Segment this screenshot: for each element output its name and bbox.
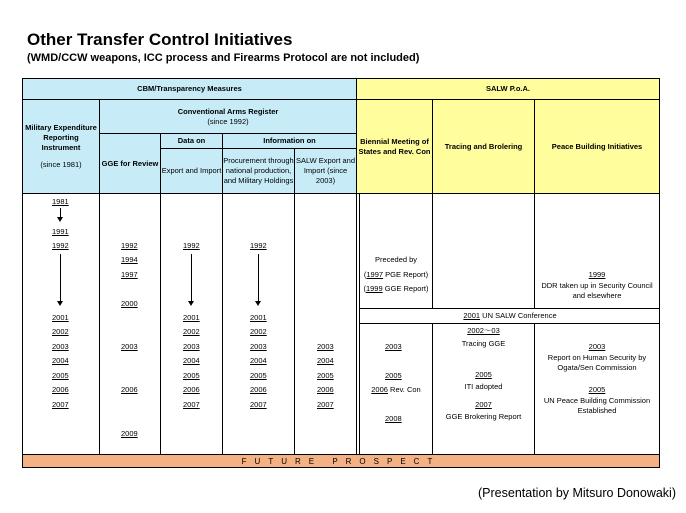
year-label: 2005	[183, 371, 200, 380]
col-divider	[534, 193, 535, 309]
year-label: 2004	[317, 356, 334, 365]
tracing-gge: Tracing GGE	[461, 339, 506, 348]
info-on-header: Information on	[222, 133, 357, 149]
conference-row	[360, 311, 660, 321]
year-label: 2008	[385, 414, 402, 423]
year-label: 2007	[183, 400, 200, 409]
open-paren: (	[363, 284, 366, 293]
year-label: 2005	[317, 371, 334, 380]
tracing-iti: ITI adopted	[464, 382, 503, 391]
year-label: 2001	[183, 313, 200, 322]
rev-con-year: 2006	[371, 385, 388, 394]
procurement-header: Procurement through national production, and Military Holdings	[222, 148, 295, 194]
year-label: 2006	[121, 385, 138, 394]
peace-commission: UN Peace Building Commission Established	[543, 396, 651, 416]
peace-2003: 2003	[588, 342, 606, 351]
year-label: 2004	[250, 356, 267, 365]
milex-title: Military Expenditure Reporting Instrument	[25, 123, 97, 152]
peace-ddr: DDR taken up in Security Council and elsewhere	[541, 281, 653, 301]
year-label: 2004	[183, 356, 200, 365]
year-label: 2006	[183, 385, 200, 394]
peace-1999: 1999	[588, 270, 606, 279]
gge-header: GGE for Review	[99, 133, 161, 194]
conference-text: UN SALW Conference	[480, 311, 557, 320]
year-label: 2003	[317, 342, 334, 351]
year-label: 2009	[121, 429, 138, 438]
year-label: 1992	[52, 241, 69, 250]
salw-header: SALW P.o.A.	[356, 78, 660, 100]
salw-export-header: SALW Export and Import (since 2003)	[294, 148, 357, 194]
arrow-down-icon	[60, 254, 61, 302]
register-since: (since 1992)	[207, 116, 249, 126]
rev-con-text: Rev. Con	[387, 385, 421, 394]
year-label: 2005	[52, 371, 69, 380]
gge-year: 1999	[365, 284, 383, 293]
preceded-text: Preceded by	[374, 255, 418, 264]
year-label: 1992	[183, 241, 200, 250]
export-import-header: Export and Import	[160, 148, 223, 194]
year-label: 2006	[52, 385, 69, 394]
tracing-range: 2002～03	[467, 326, 500, 335]
year-label: 2003	[385, 342, 402, 351]
page-title: Other Transfer Control Initiatives	[27, 30, 293, 49]
gge-report	[358, 284, 434, 294]
register-title: Conventional Arms Register	[177, 106, 279, 116]
row-divider	[359, 308, 660, 309]
col-divider	[160, 193, 161, 455]
col-divider	[294, 193, 295, 455]
peace-header: Peace Building Initiatives	[534, 99, 660, 194]
register-header	[99, 99, 357, 134]
col-divider	[222, 193, 223, 455]
year-label: 2001	[250, 313, 267, 322]
gge-text: GGE Report)	[382, 284, 429, 293]
year-label: 2006	[317, 385, 334, 394]
year-label: 1994	[121, 255, 138, 264]
year-label: 2007	[52, 400, 69, 409]
arrow-down-icon	[191, 254, 192, 302]
year-label: 2002	[183, 327, 200, 336]
year-label: 2002	[250, 327, 267, 336]
col-divider	[99, 193, 100, 455]
year-label: 2006	[250, 385, 267, 394]
year-label: 1991	[52, 227, 69, 236]
open-paren: (	[363, 270, 367, 279]
pge-year: 1997	[366, 270, 384, 279]
col-divider	[359, 193, 360, 455]
arrow-down-icon	[258, 254, 259, 302]
year-label: 2007	[250, 400, 267, 409]
tracing-brokering: GGE Brokering Report	[445, 412, 522, 421]
tracing-header: Tracing and Brolering	[432, 99, 535, 194]
year-label: 1981	[52, 197, 69, 206]
year-label: 2001	[52, 313, 69, 322]
peace-2005: 2005	[588, 385, 606, 394]
biennial-header: Biennial Meeting of States and Rev. Con	[356, 99, 433, 194]
year-label: 2003	[183, 342, 200, 351]
year-label: 2003	[250, 342, 267, 351]
milex-since: (since 1981)	[40, 160, 82, 170]
year-label: 1997	[121, 270, 138, 279]
year-label: 2003	[121, 342, 138, 351]
year-label: 2002	[52, 327, 69, 336]
cbm-header: CBM/Transparency Measures	[22, 78, 357, 100]
data-on-header: Data on	[160, 133, 223, 149]
future-prospect-bar: FUTURE PROSPECT	[22, 454, 660, 468]
milex-header	[22, 99, 100, 194]
year-label: 2004	[52, 356, 69, 365]
year-label: 1992	[121, 241, 138, 250]
peace-human: Report on Human Security by Ogata/Sen Commission	[547, 353, 647, 373]
col-divider	[356, 193, 357, 455]
presentation-credit: (Presentation by Mitsuro Donowaki)	[478, 486, 676, 500]
year-label: 2005	[385, 371, 402, 380]
year-label: 2003	[52, 342, 69, 351]
row-divider	[359, 323, 660, 324]
year-label: 2007	[317, 400, 334, 409]
arrow-down-icon	[60, 208, 61, 218]
page-subtitle: (WMD/CCW weapons, ICC process and Firearms Protocol are not included)	[27, 52, 420, 64]
conference-year: 2001	[463, 311, 481, 320]
pge-text: PGE Report)	[383, 270, 429, 279]
tracing-2005: 2005	[475, 370, 492, 379]
year-label: 2000	[121, 299, 138, 308]
rev-con	[360, 385, 432, 395]
year-label: 1992	[250, 241, 267, 250]
tracing-2007: 2007	[475, 400, 492, 409]
year-label: 2005	[250, 371, 267, 380]
pge-report	[358, 270, 434, 280]
